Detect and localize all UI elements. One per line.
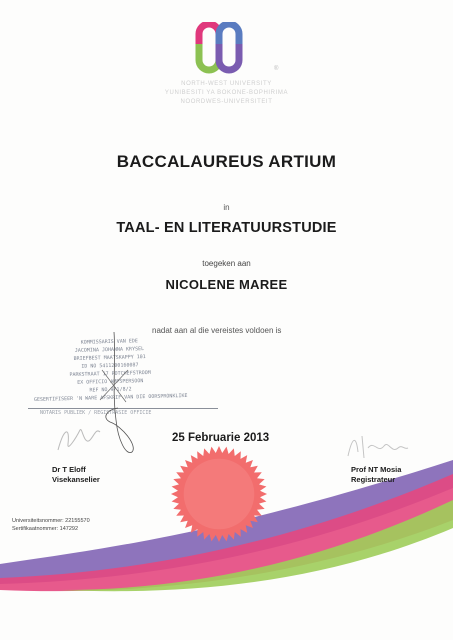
awarded-text: toegeken aan <box>202 259 251 268</box>
registered-mark: ® <box>274 66 279 72</box>
registrar-block <box>351 465 401 485</box>
stamp-line: KOMMISSARIS VAN EDE <box>80 338 138 346</box>
stamp-line: REF NO 9/1/8/2 <box>89 386 132 394</box>
stamp-line: JACOMINA JOHANNA KRYSEL <box>74 346 145 354</box>
in-text: in <box>223 203 230 212</box>
stamp-line: PARKSTRAAT 17 POTCHEFSTROOM <box>69 369 151 379</box>
university-seal <box>170 445 268 543</box>
stamp-line: ID NO 5411200160087 <box>81 362 139 370</box>
degree-title: BACCALAUREUS ARTIUM <box>116 152 337 171</box>
stamp-line: BRIEFBEST MAATSKAPPY 101 <box>73 354 146 362</box>
university-name-line: YUNIBESITI YA BOKONE-BOPHIRIMA <box>164 90 289 96</box>
vice-chancellor-block <box>52 465 100 485</box>
certificate-number: Sertifikaatnommer: 147292 <box>12 526 79 532</box>
reference-numbers <box>12 517 90 533</box>
registrar-signature <box>342 428 412 468</box>
registrar-title: Registrateur <box>351 475 396 484</box>
stamp-bottom-text: NOTARIS PUBLIEK / REGISTRASIE OFFICIE <box>40 410 152 416</box>
student-number: Universiteitsnommer: 22155570 <box>12 518 90 524</box>
registrar-name: Prof NT Mosia <box>351 465 402 474</box>
stamp-line: GESERTIFISEER 'N WARE AFSKRIF VAN DIE OORSPRONKLIKE <box>33 392 188 403</box>
university-logo <box>193 22 245 74</box>
vice-chancellor-name: Dr T Eloff <box>52 465 86 474</box>
stamp-line: EX OFFICIO AMPSPERSOON <box>77 378 144 386</box>
university-name-line: NOORDWES-UNIVERSITEIT <box>180 99 273 105</box>
university-name <box>0 80 453 107</box>
vice-chancellor-signature <box>52 418 112 458</box>
field-of-study: TAAL- EN LITERATUURSTUDIE <box>116 220 337 236</box>
vice-chancellor-title: Visekanselier <box>52 475 100 484</box>
recipient-name: NICOLENE MAREE <box>165 277 288 292</box>
requirements-text: nadat aan al die vereistes voldoen is <box>152 326 282 335</box>
university-name-line: NORTH-WEST UNIVERSITY <box>181 81 272 87</box>
award-date: 25 Februarie 2013 <box>172 432 270 444</box>
